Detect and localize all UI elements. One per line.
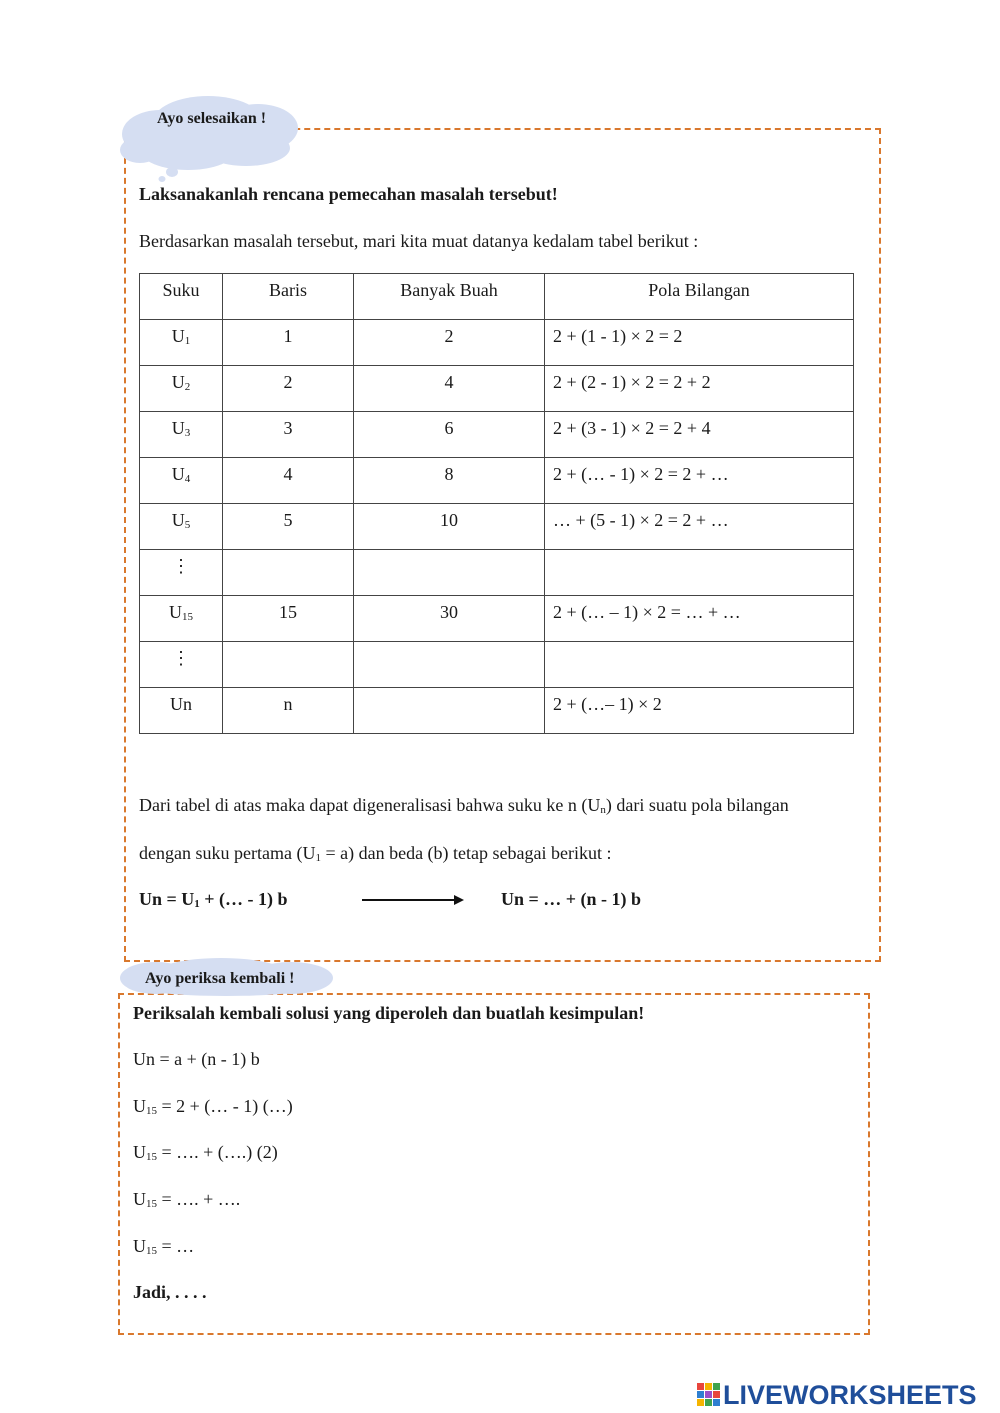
generalization-line-1: Dari tabel di atas maka dapat digeneralisasi bahwa suku ke n $(U_n)$ dari suatu pola bilangan xyxy=(139,795,789,816)
table-cell-suku: $U_1$ xyxy=(140,320,223,366)
table-cell-suku: Un xyxy=(140,688,223,734)
brand-name: LIVEWORKSHEETS xyxy=(723,1379,977,1410)
table-cell-buah xyxy=(354,688,545,734)
check-line-4: $U_{15}$ = …. + …. xyxy=(133,1189,241,1210)
table-row xyxy=(140,642,854,688)
table-row xyxy=(140,320,854,366)
table-cell-baris: 1 xyxy=(223,320,354,366)
section1-intro: Berdasarkan masalah tersebut, mari kita muat datanya kedalam tabel berikut : xyxy=(139,231,699,251)
table-row xyxy=(140,504,854,550)
table-cell-pola: 2 + (1 - 1) × 2 = 2 xyxy=(545,320,854,366)
table-cell-baris: n xyxy=(223,688,354,734)
liveworksheets-logo-icon xyxy=(697,1382,721,1408)
table-row xyxy=(140,412,854,458)
conclusion: Jadi, . . . . xyxy=(133,1282,207,1302)
formula-left: $Un = U_1$ + (… - 1) b xyxy=(139,889,288,910)
table-cell-baris: 15 xyxy=(223,596,354,642)
table-cell-buah: 10 xyxy=(354,504,545,550)
table-row xyxy=(140,688,854,734)
formula-right: Un = … + (n - 1) b xyxy=(501,889,642,909)
table-cell-buah: 6 xyxy=(354,412,545,458)
table-cell-pola: 2 + (…– 1) × 2 xyxy=(545,688,854,734)
table-cell-suku: $U_5$ xyxy=(140,504,223,550)
table-cell-pola xyxy=(545,642,854,688)
table-cell-pola: 2 + (2 - 1) × 2 = 2 + 2 xyxy=(545,366,854,412)
table-cell-suku: $U_4$ xyxy=(140,458,223,504)
table-header-cell: Banyak Buah xyxy=(354,274,545,320)
table-header-cell: Baris xyxy=(223,274,354,320)
table-cell-baris xyxy=(223,550,354,596)
cloud-bubble-icon xyxy=(118,92,303,182)
table-cell-pola: 2 + (… - 1) × 2 = 2 + … xyxy=(545,458,854,504)
cloud-label-periksa: Ayo periksa kembali ! xyxy=(145,970,295,987)
table-header-cell: Suku xyxy=(140,274,223,320)
table-cell-suku: $U_{15}$ xyxy=(140,596,223,642)
table-cell-suku: ⋮ xyxy=(140,550,223,596)
table-cell-suku: ⋮ xyxy=(140,642,223,688)
table-cell-baris xyxy=(223,642,354,688)
table-cell-suku: $U_3$ xyxy=(140,412,223,458)
generalization-line-2: dengan suku pertama $(U_1 = a)$ dan beda (b) tetap sebagai berikut : xyxy=(139,843,612,864)
table-cell-buah: 30 xyxy=(354,596,545,642)
table-cell-baris: 2 xyxy=(223,366,354,412)
table-cell-buah: 8 xyxy=(354,458,545,504)
table-cell-pola: 2 + (… – 1) × 2 = … + … xyxy=(545,596,854,642)
arrow-right-icon xyxy=(362,893,466,907)
data-table xyxy=(139,273,854,734)
section2-heading: Periksalah kembali solusi yang diperoleh dan buatlah kesimpulan! xyxy=(133,1003,645,1023)
table-cell-pola: 2 + (3 - 1) × 2 = 2 + 4 xyxy=(545,412,854,458)
check-line-3: $U_{15}$ = …. + (….) (2) xyxy=(133,1142,278,1163)
liveworksheets-logo xyxy=(697,1380,977,1410)
table-cell-baris: 4 xyxy=(223,458,354,504)
table-cell-buah xyxy=(354,642,545,688)
table-row xyxy=(140,458,854,504)
check-line-5: $U_{15}$ = … xyxy=(133,1236,195,1257)
table-cell-baris: 3 xyxy=(223,412,354,458)
table-header-row xyxy=(140,274,854,320)
table-row xyxy=(140,550,854,596)
cloud-label-selesaikan: Ayo selesaikan ! xyxy=(157,110,267,127)
check-line-1: Un = a + (n - 1) b xyxy=(133,1049,260,1069)
table-row xyxy=(140,596,854,642)
table-cell-suku: $U_2$ xyxy=(140,366,223,412)
table-header-cell: Pola Bilangan xyxy=(545,274,854,320)
table-cell-pola xyxy=(545,550,854,596)
table-row xyxy=(140,366,854,412)
table-cell-pola: … + (5 - 1) × 2 = 2 + … xyxy=(545,504,854,550)
table-cell-buah: 4 xyxy=(354,366,545,412)
table-cell-buah xyxy=(354,550,545,596)
check-line-2: $U_{15} = 2$ + (… - 1) (…) xyxy=(133,1096,293,1117)
table-cell-buah: 2 xyxy=(354,320,545,366)
section-check-box xyxy=(118,993,870,1335)
section1-heading: Laksanakanlah rencana pemecahan masalah tersebut! xyxy=(139,184,558,204)
table-cell-baris: 5 xyxy=(223,504,354,550)
